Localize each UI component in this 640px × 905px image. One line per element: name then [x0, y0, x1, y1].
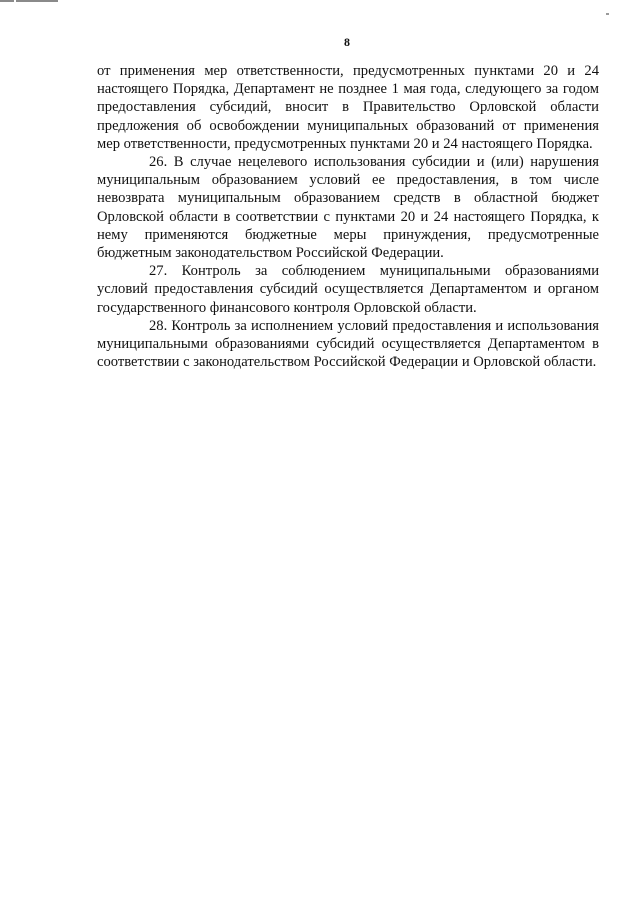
paragraph-item-28: 28. Контроль за исполнением условий предоставления и использования муниципальными образованиями субсидий осуществляется Департаментом в соответствии с законодательством Российской Федерации и Орловской области.	[97, 317, 599, 371]
scan-edge-mark	[606, 13, 609, 15]
scan-corner-mark	[0, 0, 58, 2]
paragraph-item-27: 27. Контроль за соблюдением муниципальными образованиями условий предоставления субсидий осуществляется Департаментом и органом государственного финансового контроля Орловской области.	[97, 263, 599, 316]
page-number: 8	[344, 35, 350, 49]
paragraph-item-26: 26. В случае нецелевого использования субсидии и (или) нарушения муниципальным образованием условий ее предоставления, в том числе невозврата муниципальным образованием средств в областной бюджет Орловской области в соответствии с пунктами 20 и 24 настоящего Порядка, к нему применяются бюджетные меры принуждения, предусмотренные бюджетным законодательством Российской Федерации.	[97, 154, 599, 262]
document-body	[97, 62, 599, 371]
paragraph-continuation: от применения мер ответственности, предусмотренных пунктами 20 и 24 настоящего Порядка, Департамент не позднее 1 мая года, следующего за годом предоставления субсидий, вносит в Правительство Орловской области предложения об освобождении муниципальных образований от применения мер ответственности, предусмотренных пунктами 20 и 24 настоящего Порядка.	[97, 63, 599, 152]
